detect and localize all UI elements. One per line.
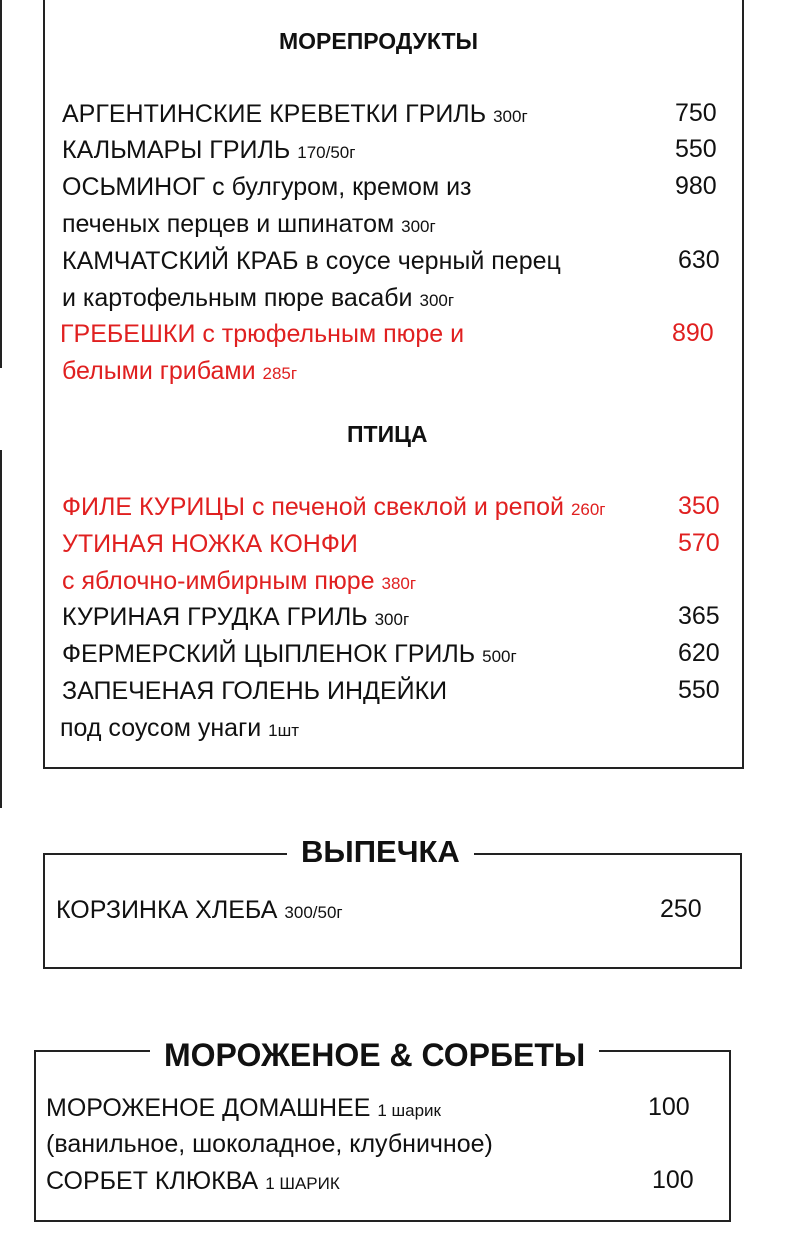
item-price: 890: [672, 319, 714, 347]
item-name: СОРБЕТ КЛЮКВА: [46, 1167, 259, 1195]
menu-item-scallops: [60, 319, 464, 349]
item-weight: 300г: [493, 107, 528, 126]
menu-item-turkey-shank-line2: [60, 713, 299, 746]
menu-item-octopus-line2: [62, 209, 436, 242]
item-name: КОРЗИНКА ХЛЕБА: [56, 896, 278, 924]
item-desc: с яблочно-имбирным пюре: [62, 567, 375, 595]
left-edge-line-bottom: [0, 450, 2, 808]
left-edge-line-top: [0, 0, 2, 368]
item-weight: 300г: [401, 217, 436, 236]
menu-item-cranberry-sorbet: [46, 1166, 340, 1199]
item-price: 100: [652, 1166, 694, 1194]
item-desc: печеных перцев и шпинатом: [62, 210, 395, 238]
item-weight: 300/50г: [284, 903, 343, 922]
menu-item-octopus: [62, 172, 472, 202]
item-price: 750: [675, 99, 717, 127]
item-name: ГРЕБЕШКИ с трюфельным пюре и: [60, 320, 465, 348]
item-weight: 500г: [482, 647, 517, 666]
item-desc: под соусом унаги: [60, 714, 262, 742]
item-name: ОСЬМИНОГ с булгуром, кремом из: [62, 173, 472, 201]
item-desc: (ванильное, шоколадное, клубничное): [46, 1130, 493, 1158]
item-price: 550: [678, 676, 720, 704]
bakery-heading: ВЫПЕЧКА: [287, 832, 474, 872]
menu-item-scallops-line2: [62, 356, 297, 389]
item-price: 630: [678, 246, 720, 274]
item-weight: 1 ШАРИК: [265, 1174, 340, 1193]
item-price: 250: [660, 895, 702, 923]
item-weight: 1 шарик: [377, 1101, 441, 1120]
menu-item-homemade-icecream: [46, 1093, 441, 1126]
menu-item-kamchatka-crab: [62, 246, 561, 276]
item-weight: 300г: [419, 291, 455, 310]
item-price: 550: [675, 135, 717, 163]
menu-item-argentine-shrimp: [62, 99, 528, 132]
menu-item-squid: [62, 135, 355, 168]
seafood-heading: МОРЕПРОДУКТЫ: [279, 28, 479, 54]
menu-item-homemade-icecream-line2: [46, 1129, 493, 1159]
menu-item-kamchatka-crab-line2: [62, 283, 454, 316]
item-desc: и картофельным пюре васаби: [62, 284, 413, 312]
item-name: УТИНАЯ НОЖКА КОНФИ: [62, 530, 358, 558]
item-weight: 170/50г: [297, 143, 356, 162]
item-price: 350: [678, 492, 720, 520]
item-weight: 1шт: [268, 721, 300, 740]
item-price: 365: [678, 602, 720, 630]
item-weight: 300г: [374, 610, 410, 629]
item-name: МОРОЖЕНОЕ ДОМАШНЕЕ: [46, 1094, 371, 1122]
item-name: ФИЛЕ КУРИЦЫ с печеной свеклой и репой: [62, 493, 564, 521]
item-weight: 260г: [570, 500, 606, 519]
item-price: 620: [678, 639, 720, 667]
poultry-heading: ПТИЦА: [347, 421, 428, 447]
item-name: КАМЧАТСКИЙ КРАБ в соусе черный перец: [62, 247, 561, 275]
item-weight: 380г: [381, 574, 417, 593]
item-price: 570: [678, 529, 720, 557]
menu-item-farm-chicken: [62, 639, 517, 672]
menu-item-duck-confit-line2: [62, 566, 416, 599]
icecream-heading: МОРОЖЕНОЕ & СОРБЕТЫ: [150, 1035, 599, 1075]
item-desc: белыми грибами: [62, 357, 256, 385]
menu-item-bread-basket: [56, 895, 343, 928]
menu-item-chicken-breast: [62, 602, 409, 635]
menu-item-turkey-shank: [62, 676, 447, 706]
item-name: ЗАПЕЧЕНАЯ ГОЛЕНЬ ИНДЕЙКИ: [62, 677, 448, 705]
item-name: АРГЕНТИНСКИЕ КРЕВЕТКИ ГРИЛЬ: [62, 100, 487, 128]
item-weight: 285г: [262, 364, 298, 383]
item-price: 980: [675, 172, 717, 200]
item-name: ФЕРМЕРСКИЙ ЦЫПЛЕНОК ГРИЛЬ: [62, 640, 476, 668]
menu-item-chicken-fillet: [62, 492, 606, 525]
item-name: КУРИНАЯ ГРУДКА ГРИЛЬ: [62, 603, 368, 631]
menu-item-duck-confit: [62, 529, 358, 559]
item-name: КАЛЬМАРЫ ГРИЛЬ: [62, 136, 291, 164]
item-price: 100: [648, 1093, 690, 1121]
